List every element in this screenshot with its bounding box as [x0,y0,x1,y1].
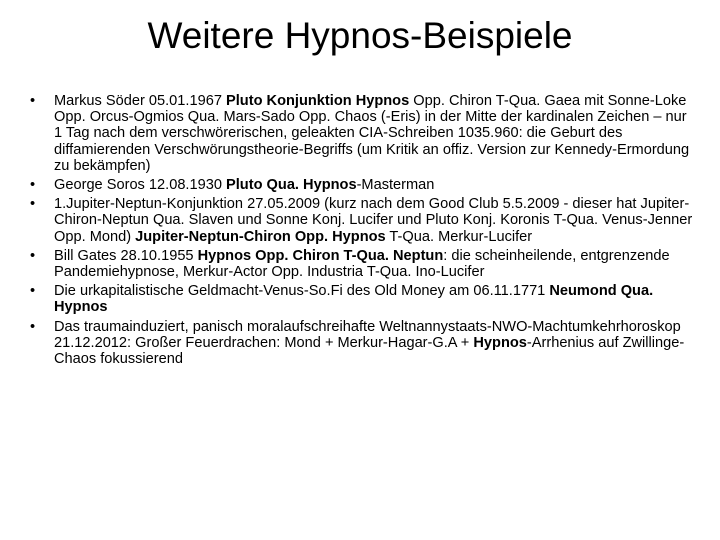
bullet-list [28,93,694,370]
bullet-marker: • [30,283,36,300]
text-segment: Opp. Chiron T-Qua. Gaea mit Sonne-Loke Opp. Orcus-Ogmios Qua. Mars-Sado Opp. Chaos (-Eris) in der Mitte der kardinalen Zeichen – nur 1 Tag nach dem verschwörerischen, geleakten CIA-Schreiben 1035.960: die Geburt des diffamierenden Verschwörungstheorie-Begriffs (um Kritik an offiz. Version zur Kennedy-Ermordung zu bekämpfen) [54,93,690,174]
bold-text-segment: Pluto Konjunktion Hypnos [226,93,410,109]
text-segment: 1.Jupiter-Neptun-Konjunktion 27.05.2009 (kurz nach dem Good Club 5.5.2009 - dieser hat Jupiter-Chiron-Neptun Qua. Slaven und Sonne Konj. Lucifer und Pluto Konj. Koronis T-Qua. Venus-Jenner Opp. Mond) [54,196,693,245]
text-segment: Bill Gates 28.10.1955 [54,247,198,264]
text-segment: -Masterman [356,177,435,194]
bullet-marker: • [30,247,36,264]
text-segment: -Arrhenius auf Zwillinge-Chaos fokussierend [54,334,685,368]
bullet-item [28,196,694,245]
bullet-marker: • [30,196,36,213]
text-segment: Das traumainduziert, panisch moralaufschreihafte Weltnannystaats-NWO-Machtumkehrhoroskop 21.12.2012: Großer Feuerdrachen: Mond + Merkur-Hagar-G.A + [54,318,681,351]
bold-text-segment: Hypnos Opp. Chiron T-Qua. Neptun [197,247,444,264]
bullet-marker: • [30,177,36,194]
text-segment: Die urkapitalistische Geldmacht-Venus-So.Fi des Old Money am 06.11.1771 [54,283,550,300]
bullet-item [28,93,694,174]
bullet-marker: • [30,318,36,335]
bullet-item [28,283,694,315]
slide-title: Weitere Hypnos-Beispiele [147,15,573,56]
text-segment: George Soros 12.08.1930 [54,177,227,194]
text-segment: T-Qua. Merkur-Lucifer [385,228,533,245]
bold-text-segment: Neumond Qua. Hypnos [54,283,654,316]
bullet-item [28,248,694,280]
bold-text-segment: Jupiter-Neptun-Chiron Opp. Hypnos [135,228,386,245]
bold-text-segment: Hypnos [473,334,527,351]
text-segment: Markus Söder 05.01.1967 [54,93,226,109]
bullet-item [28,319,694,368]
bullet-marker: • [30,93,36,109]
text-segment: : die scheinheilende, entgrenzende Pandemiehypnose, Merkur-Actor Opp. Industria T-Qua. Ino-Lucifer [54,247,670,281]
bullet-item [28,177,694,193]
bold-text-segment: Pluto Qua. Hypnos [226,177,357,194]
